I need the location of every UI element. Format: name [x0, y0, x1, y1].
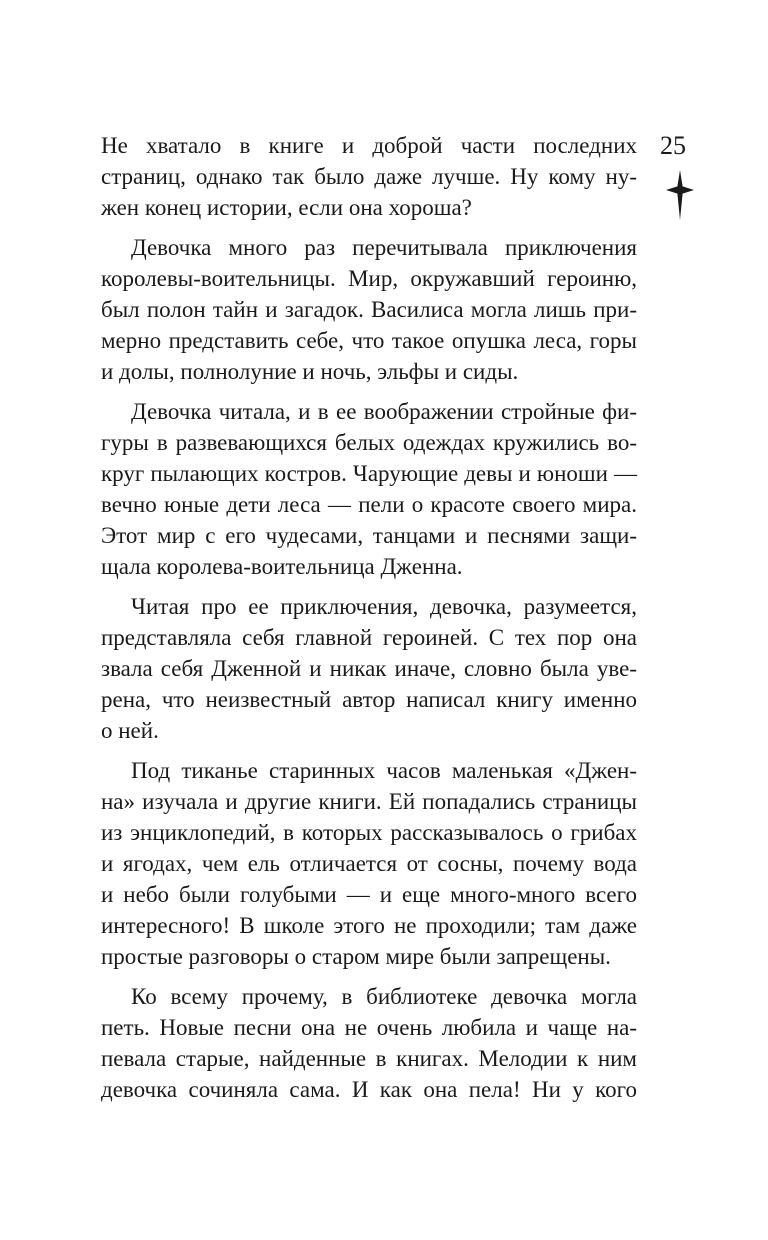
text-line: жен конец истории, если она хороша?: [101, 195, 472, 220]
text-line: Девочка много раз перечитывала приключения: [131, 235, 637, 260]
text-line: о ней.: [101, 718, 159, 743]
text-line: звала себя Дженной и никак иначе, словно была уве-: [101, 656, 637, 681]
text-line: круг пылающих костров. Чарующие девы и юноши —: [101, 461, 637, 486]
text-line: гуры в развевающихся белых одеждах кружились во-: [101, 430, 637, 455]
text-line: и небо были голубыми — и еще много-много всего: [101, 882, 637, 907]
body-text: [101, 130, 637, 1105]
text-line: и ягодах, чем ель отличается от сосны, почему вода: [101, 851, 637, 876]
text-line: рена, что неизвестный автор написал книгу именно: [101, 687, 637, 712]
text-line: девочка сочиняла сама. И как она пела! Ни у кого: [101, 1077, 637, 1102]
text-line: Читая про ее приключения, девочка, разумеется,: [131, 594, 637, 619]
text-line: и долы, полнолуние и ночь, эльфы и сиды.: [101, 359, 519, 384]
text-line: певала старые, найденные в книгах. Мелодии к ним: [101, 1046, 637, 1071]
text-line: петь. Новые песни она не очень любила и чаще на-: [101, 1015, 637, 1040]
text-line: мерно представить себе, что такое опушка леса, горы: [101, 328, 637, 353]
text-line: был полон тайн и загадок. Василиса могла лишь при-: [101, 297, 637, 322]
text-line: представляла себя главной героиней. С тех пор она: [101, 625, 637, 650]
text-line: королевы-воительницы. Мир, окружавший героиню,: [101, 266, 637, 291]
text-line: Не хватало в книге и доброй части последних: [101, 133, 637, 158]
text-line: из энциклопедий, в которых рассказывалось о грибах: [101, 820, 637, 845]
text-line: простые разговоры о старом мире были запрещены.: [101, 944, 611, 969]
text-line: на» изучала и другие книги. Ей попадались страницы: [101, 789, 637, 814]
four-point-star-icon: [665, 170, 695, 220]
text-line: интересного! В школе этого не проходили; там даже: [101, 913, 637, 938]
text-line: Под тиканье старинных часов маленькая «Джен-: [131, 758, 637, 783]
text-line: страниц, однако так было даже лучше. Ну кому ну-: [101, 164, 637, 189]
text-line: вечно юные дети леса — пели о красоте своего мира.: [101, 492, 637, 517]
page-number: 25: [660, 131, 686, 160]
text-line: Этот мир с его чудесами, танцами и песнями защи-: [101, 523, 637, 548]
text-line: Ко всему прочему, в библиотеке девочка могла: [131, 984, 637, 1009]
text-line: щала королева-воительница Дженна.: [101, 554, 463, 579]
text-line: Девочка читала, и в ее воображении стройные фи-: [131, 399, 637, 424]
